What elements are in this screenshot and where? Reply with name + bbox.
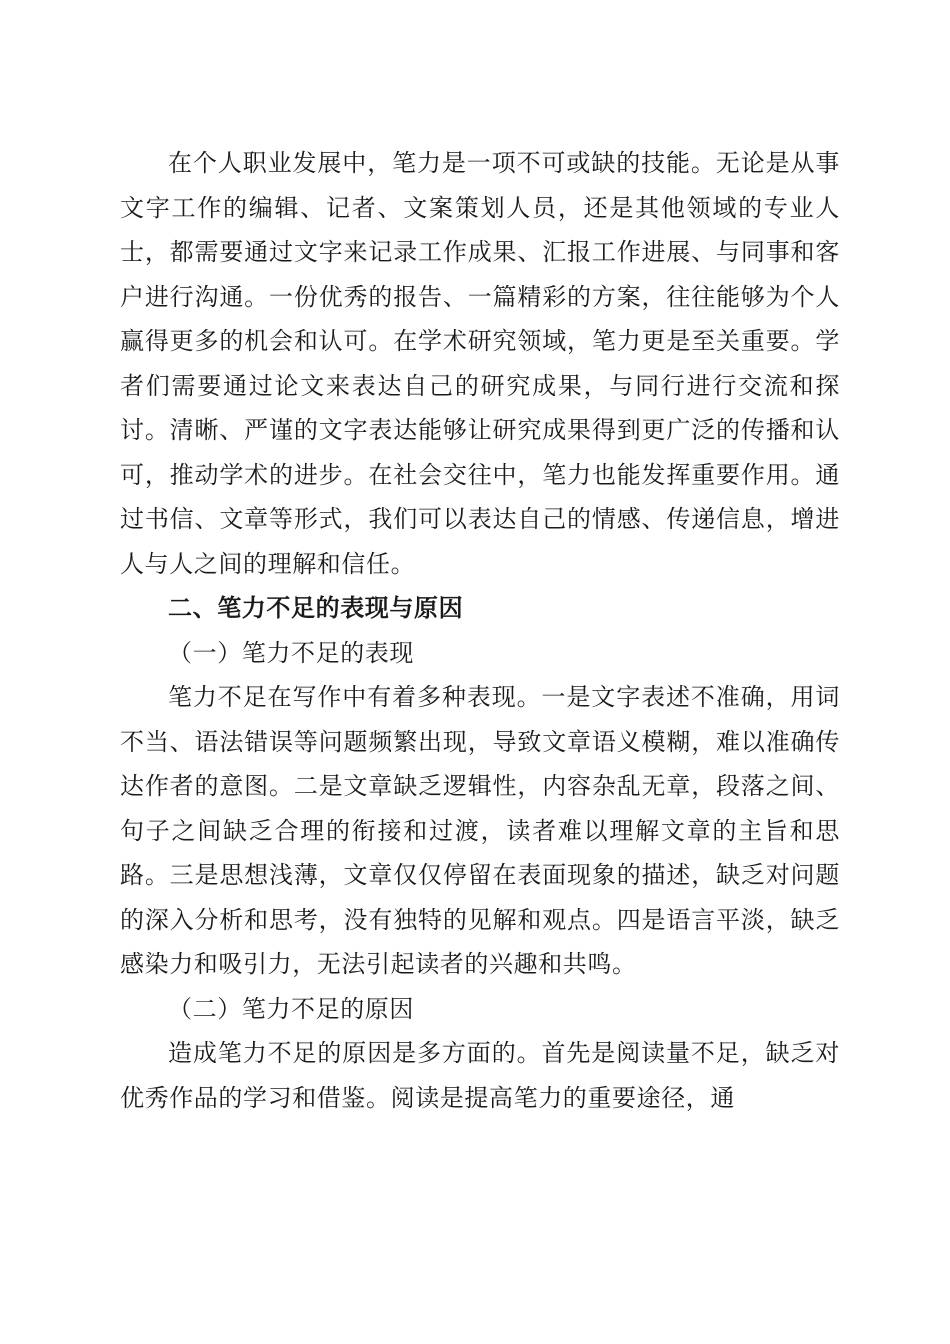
paragraph-manifestations: 笔力不足在写作中有着多种表现。一是文字表述不准确，用词不当、语法错误等问题频繁出现，导致文章语义模糊，难以准确传达作者的意图。二是文章缺乏逻辑性，内容杂乱无章，段落之间、句子之间缺乏合理的衔接和过渡，读者难以理解文章的主旨和思路。三是思想浅薄，文章仅仅停留在表面现象的描述，缺乏对问题的深入分析和思考，没有独特的见解和观点。四是语言平淡，缺乏感染力和吸引力，无法引起读者的兴趣和共鸣。 [120,683,840,978]
section-heading-manifestations-and-causes: 二、笔力不足的表现与原因 [168,594,464,622]
subsection-heading-manifestations: （一）笔力不足的表现 [168,638,414,667]
paragraph-career-importance: 在个人职业发展中，笔力是一项不可或缺的技能。无论是从事文字工作的编辑、记者、文案策划人员，还是其他领域的专业人士，都需要通过文字来记录工作成果、汇报工作进展、与同事和客户进行沟通。一份优秀的报告、一篇精彩的方案，往往能够为个人赢得更多的机会和认可。在学术研究领域，笔力更是至关重要。学者们需要通过论文来表达自己的研究成果，与同行进行交流和探讨。清晰、严谨的文字表达能够让研究成果得到更广泛的传播和认可，推动学术的进步。在社会交往中，笔力也能发挥重要作用。通过书信、文章等形式，我们可以表达自己的情感、传递信息，增进人与人之间的理解和信任。 [120,149,840,578]
paragraph-causes: 造成笔力不足的原因是多方面的。首先是阅读量不足，缺乏对优秀作品的学习和借鉴。阅读是提高笔力的重要途径，通 [120,1039,840,1112]
document-body [120,141,840,1120]
subsection-heading-causes: （二）笔力不足的原因 [168,994,414,1023]
